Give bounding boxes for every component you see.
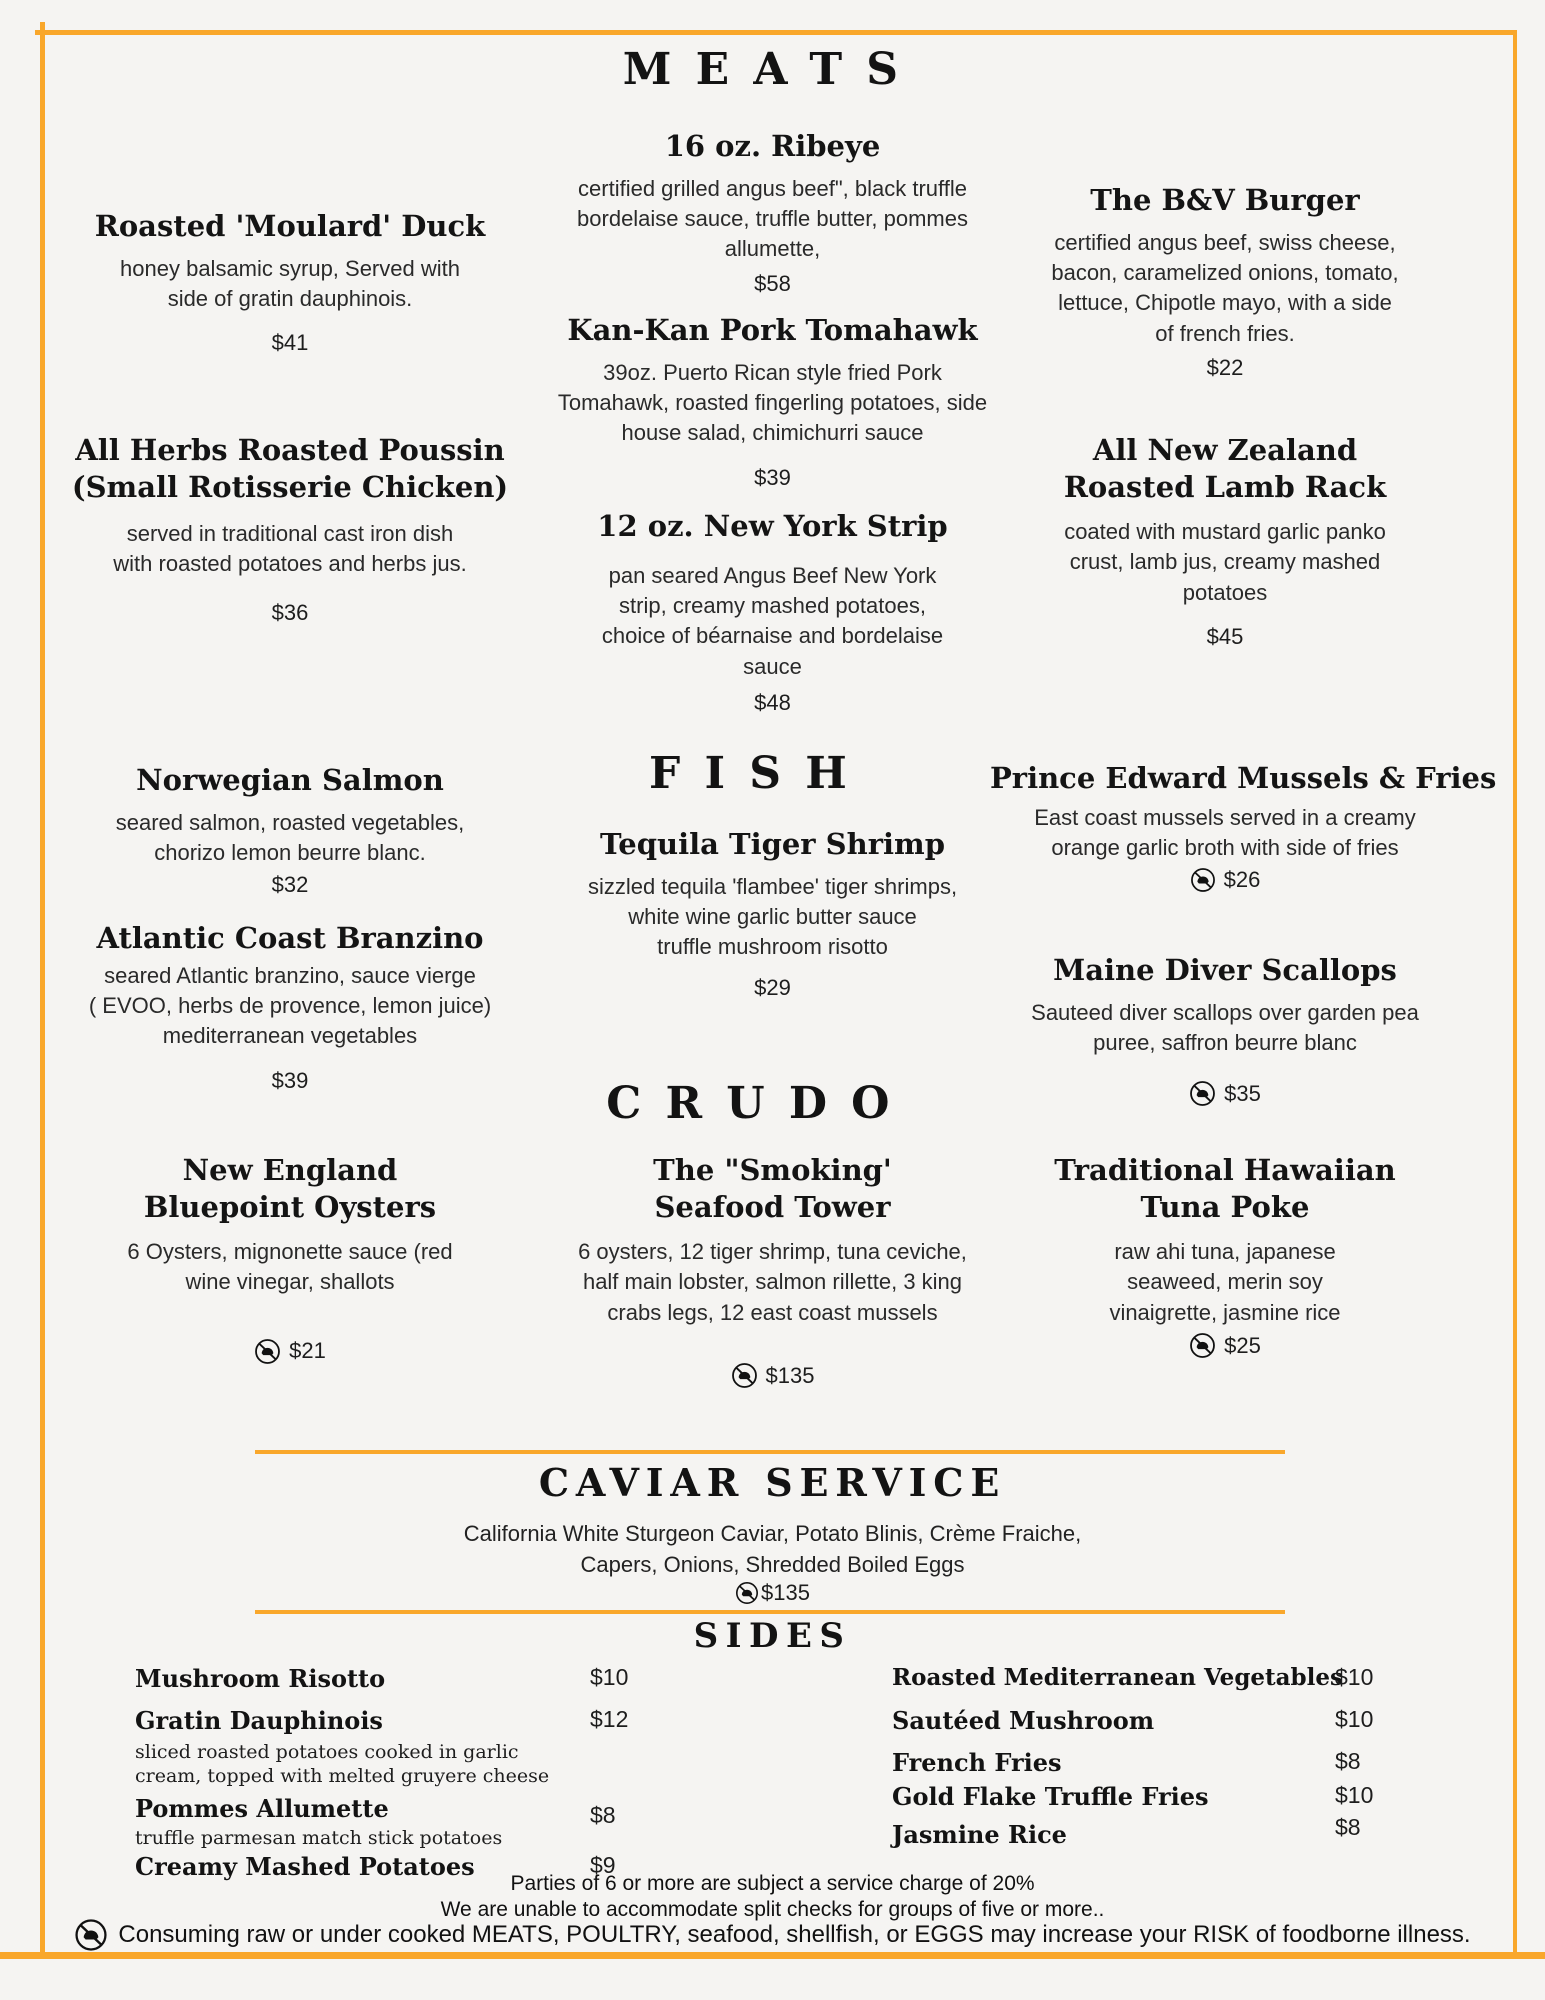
item-desc-line: certified grilled angus beef", black truffle (578, 175, 967, 201)
item-title: New England (182, 1153, 398, 1187)
item-price: $58 (754, 270, 791, 296)
item-title: (Small Rotisserie Chicken) (71, 469, 509, 504)
item-desc-line: allumette, (724, 236, 821, 262)
side-name: Mushroom Risotto (135, 1664, 386, 1693)
caviar-desc-line: Capers, Onions, Shredded Boiled Eggs (580, 1552, 965, 1578)
no-shellfish-icon (735, 1581, 759, 1605)
item-price: $22 (1206, 354, 1244, 380)
item-desc-line: 6 oysters, 12 tiger shrimp, tuna ceviche, (578, 1239, 967, 1265)
item-desc-line: potatoes (1182, 579, 1268, 605)
section-title-meats: MEATS (622, 44, 923, 95)
item-title: Seafood Tower (654, 1189, 891, 1224)
item-title: Tuna Poke (1140, 1189, 1310, 1224)
item-price: $48 (754, 689, 791, 715)
item-title: All Herbs Roasted Poussin (75, 433, 505, 467)
item-desc-line: served in traditional cast iron dish (126, 521, 454, 547)
item-price: $39 (754, 464, 791, 490)
item-desc-line: strip, creamy mashed potatoes, (619, 592, 926, 618)
menu-item-16oz-ribeye (525, 128, 1020, 297)
side-desc-line: cream, topped with melted gruyere cheese (135, 1764, 550, 1787)
no-shellfish-icon (74, 1918, 108, 1952)
side-item-gold-flake-truffle-fries (892, 1782, 1422, 1811)
item-desc-line: East coast mussels served in a creamy (1034, 804, 1416, 830)
item-desc-line: half main lobster, salmon rillette, 3 king (582, 1269, 963, 1295)
section-title-fish: FISH (649, 748, 871, 799)
frame-left-line (40, 22, 45, 1952)
item-desc-line: orange garlic broth with side of fries (1051, 834, 1399, 860)
menu-item-roasted-moulard-duck (65, 208, 515, 356)
item-title: Kan-Kan Pork Tomahawk (567, 313, 978, 347)
footer-warning-text: Consuming raw or under cooked MEATS, POULTRY, seafood, shellfish, or EGGS may increase your RISK of foodborne illness. (118, 1921, 1471, 1948)
item-desc-line: pan seared Angus Beef New York (608, 562, 937, 588)
section-title-caviar: CAVIAR SERVICE (538, 1460, 1007, 1505)
item-price: $29 (754, 974, 791, 1000)
menu-item-new-england-bluepoint-oysters (65, 1152, 515, 1365)
side-item-jasmine-rice (892, 1814, 1422, 1849)
item-desc-line: lettuce, Chipotle mayo, with a side (1058, 290, 1392, 316)
item-desc-line: vinaigrette, jasmine rice (1109, 1299, 1341, 1325)
item-title: Atlantic Coast Branzino (96, 921, 484, 955)
item-title: 12 oz. New York Strip (597, 509, 948, 543)
item-desc-line: 6 Oysters, mignonette sauce (red (127, 1239, 453, 1265)
side-price: $8 (1335, 1748, 1361, 1774)
menu-item-bv-burger (1000, 182, 1450, 381)
item-price: $41 (271, 330, 309, 356)
item-desc-line: certified angus beef, swiss cheese, (1054, 229, 1396, 255)
side-price: $10 (1335, 1706, 1374, 1732)
item-desc-line: ( EVOO, herbs de provence, lemon juice) (88, 992, 492, 1018)
caviar-bottom-rule (255, 1610, 1285, 1614)
side-item-sauteed-mushroom (892, 1706, 1422, 1735)
item-title: Maine Diver Scallops (1053, 953, 1397, 987)
footer-service-charge-note: Parties of 6 or more are subject a service charge of 20% (510, 1872, 1035, 1895)
menu-item-new-zealand-lamb-rack (1000, 432, 1450, 650)
caviar-top-rule (255, 1450, 1285, 1454)
item-desc-line: white wine garlic butter sauce (628, 903, 917, 929)
side-name: Roasted Mediterranean Vegetables (892, 1664, 1343, 1691)
item-desc-line: chorizo lemon beurre blanc. (154, 839, 426, 865)
side-name: Jasmine Rice (892, 1820, 1067, 1849)
caviar-desc-line: California White Sturgeon Caviar, Potato Blinis, Crème Fraiche, (463, 1521, 1082, 1546)
item-desc-line: 39oz. Puerto Rican style fried Pork (603, 359, 942, 385)
item-desc-line: Tomahawk, roasted fingerling potatoes, side (557, 389, 988, 415)
item-title: Tequila Tiger Shrimp (600, 827, 945, 861)
frame-bottom-line (0, 1952, 1545, 1959)
side-price: $12 (590, 1706, 629, 1732)
side-price: $8 (590, 1802, 616, 1828)
side-price: $9 (590, 1852, 616, 1878)
item-title: The B&V Burger (1090, 183, 1360, 217)
no-shellfish-icon (731, 1362, 758, 1389)
item-desc-line: truffle mushroom risotto (657, 934, 888, 960)
item-desc-line: house salad, chimichurri sauce (621, 420, 924, 446)
side-name: Pommes Allumette (135, 1794, 389, 1823)
item-desc-line: crabs legs, 12 east coast mussels (607, 1299, 938, 1325)
side-price: $8 (1335, 1814, 1361, 1840)
item-title: Prince Edward Mussels & Fries (990, 761, 1497, 795)
item-title: Norwegian Salmon (136, 763, 444, 797)
side-price: $10 (1335, 1664, 1374, 1690)
item-desc-line: choice of béarnaise and bordelaise (601, 623, 944, 649)
side-item-french-fries (892, 1748, 1422, 1777)
side-item-gratin-dauphinois (135, 1706, 655, 1789)
item-price: $45 (1206, 624, 1244, 650)
item-desc-line: wine vinegar, shallots (185, 1269, 395, 1295)
item-price: $39 (271, 1067, 309, 1093)
caviar-price: $135 (761, 1580, 810, 1605)
no-shellfish-icon (1190, 867, 1216, 893)
menu-item-kan-kan-pork-tomahawk (515, 312, 1030, 491)
menu-item-prince-edward-mussels (990, 760, 1497, 893)
menu-item-maine-diver-scallops (990, 952, 1460, 1107)
side-name: Gold Flake Truffle Fries (892, 1782, 1209, 1811)
item-desc-line: raw ahi tuna, japanese (1114, 1239, 1336, 1265)
side-name: French Fries (892, 1748, 1062, 1777)
item-price: $26 (1223, 867, 1261, 893)
item-desc-line: honey balsamic syrup, Served with (120, 255, 460, 281)
item-desc-line: seared Atlantic branzino, sauce vierge (104, 962, 476, 988)
item-desc-line: seared salmon, roasted vegetables, (115, 809, 465, 835)
side-item-roasted-mediterranean-vegetables (892, 1664, 1422, 1691)
menu-item-smoking-seafood-tower (525, 1152, 1020, 1389)
item-title: All New Zealand (1092, 433, 1358, 467)
footer-split-checks-note: We are unable to accommodate split checks for groups of five or more.. (440, 1898, 1105, 1921)
no-shellfish-icon (254, 1338, 281, 1365)
menu-item-hawaiian-tuna-poke (1000, 1152, 1450, 1359)
frame-top-line (35, 30, 1517, 35)
item-desc-line: puree, saffron beurre blanc (1093, 1029, 1357, 1055)
side-desc-line: sliced roasted potatoes cooked in garlic (135, 1741, 519, 1763)
item-price: $32 (271, 872, 309, 898)
frame-right-line (1513, 30, 1517, 1952)
item-desc-line: seaweed, merin soy (1127, 1269, 1323, 1295)
item-title: Roasted Lamb Rack (1063, 469, 1387, 504)
item-title: 16 oz. Ribeye (664, 129, 881, 163)
item-price: $21 (289, 1338, 326, 1364)
item-desc-line: side of gratin dauphinois. (167, 285, 413, 311)
item-price: $35 (1224, 1080, 1261, 1106)
menu-item-roasted-poussin (65, 432, 515, 626)
item-desc-line: sizzled tequila 'flambee' tiger shrimps, (587, 873, 958, 899)
side-desc-line: truffle parmesan match stick potatoes (135, 1827, 503, 1849)
menu-item-atlantic-coast-branzino (55, 920, 525, 1094)
no-shellfish-icon (1189, 1332, 1216, 1359)
no-shellfish-icon (1189, 1080, 1216, 1107)
item-desc-line: bordelaise sauce, truffle butter, pommes (577, 205, 968, 231)
menu-item-tequila-tiger-shrimp (525, 826, 1020, 1001)
footer-raw-food-warning (0, 1918, 1545, 1952)
item-desc-line: with roasted potatoes and herbs jus. (113, 551, 467, 577)
side-price: $10 (1335, 1782, 1374, 1808)
side-name: Gratin Dauphinois (135, 1706, 383, 1735)
item-desc-line: mediterranean vegetables (162, 1023, 418, 1049)
item-price: $135 (765, 1362, 815, 1388)
menu-item-12oz-new-york-strip (525, 508, 1020, 716)
side-item-pommes-allumette (135, 1794, 655, 1851)
item-desc-line: Sauteed diver scallops over garden pea (1031, 999, 1419, 1025)
side-name: Sautéed Mushroom (892, 1706, 1155, 1735)
item-title: The "Smoking' (653, 1153, 892, 1187)
item-title: Traditional Hawaiian (1054, 1153, 1396, 1187)
item-price: $25 (1224, 1332, 1261, 1358)
item-title: Bluepoint Oysters (143, 1189, 437, 1224)
section-title-crudo: CRUDO (606, 1078, 914, 1129)
side-name: Creamy Mashed Potatoes (135, 1852, 475, 1881)
side-price: $10 (590, 1664, 629, 1690)
section-title-sides: SIDES (693, 1616, 852, 1656)
item-title: Roasted 'Moulard' Duck (94, 209, 486, 243)
item-desc-line: sauce (743, 653, 802, 679)
item-desc-line: bacon, caramelized onions, tomato, (1051, 259, 1399, 285)
side-item-mushroom-risotto (135, 1664, 655, 1693)
item-price: $36 (271, 599, 309, 625)
item-desc-line: coated with mustard garlic panko (1064, 519, 1386, 545)
item-desc-line: of french fries. (1155, 320, 1295, 346)
item-desc-line: crust, lamb jus, creamy mashed (1069, 549, 1381, 575)
